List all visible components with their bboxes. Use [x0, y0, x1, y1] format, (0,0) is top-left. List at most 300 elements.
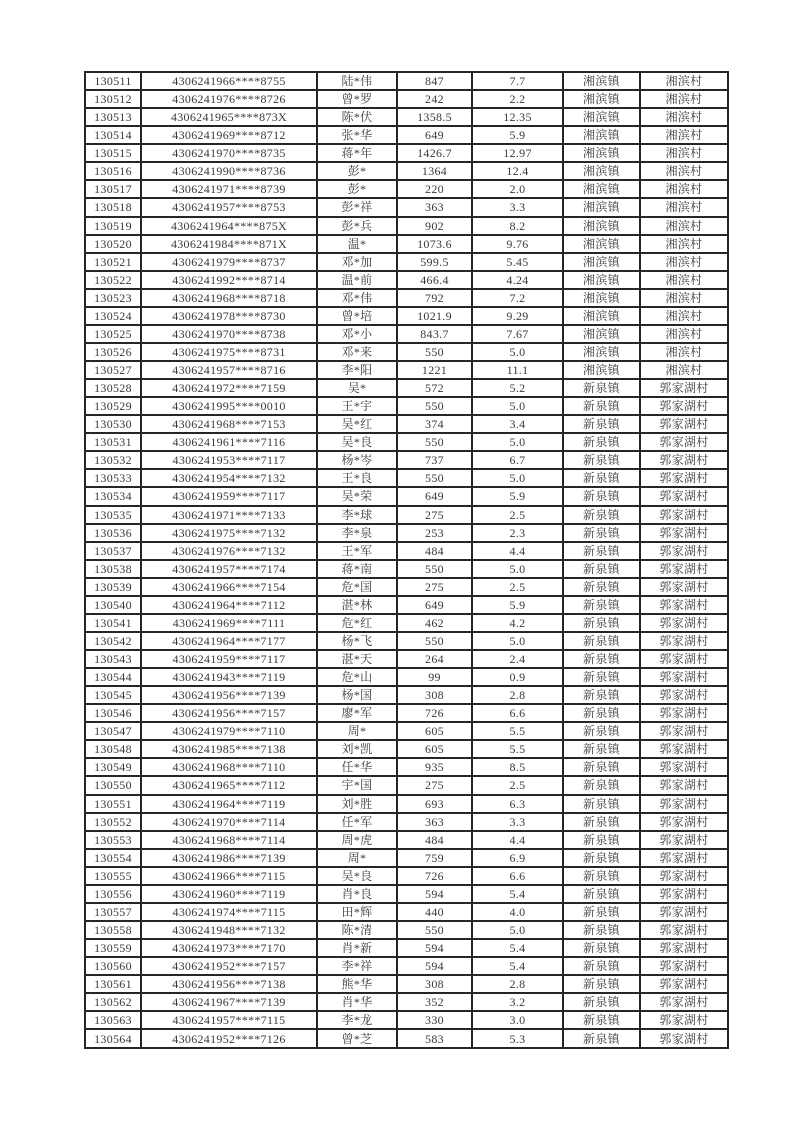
cell-town: 新泉镇 [563, 993, 640, 1011]
cell-id-number: 4306241970****7114 [141, 813, 317, 831]
cell-id-number: 4306241952****7157 [141, 957, 317, 975]
cell-serial-number: 130515 [85, 144, 141, 162]
cell-serial-number: 130524 [85, 307, 141, 325]
cell-serial-number: 130531 [85, 433, 141, 451]
cell-amount: 462 [397, 614, 472, 632]
cell-id-number: 4306241966****8755 [141, 72, 317, 90]
table-row [85, 325, 728, 343]
cell-ratio: 2.5 [472, 578, 563, 596]
cell-serial-number: 130535 [85, 506, 141, 524]
cell-serial-number: 130529 [85, 397, 141, 415]
table-row [85, 903, 728, 921]
cell-village: 湘滨村 [640, 325, 728, 343]
cell-person-name: 吴* [317, 379, 397, 397]
cell-ratio: 2.0 [472, 180, 563, 198]
cell-ratio: 5.4 [472, 939, 563, 957]
cell-town: 新泉镇 [563, 397, 640, 415]
cell-serial-number: 130549 [85, 758, 141, 776]
cell-serial-number: 130533 [85, 469, 141, 487]
cell-serial-number: 130530 [85, 415, 141, 433]
cell-id-number: 4306241979****7110 [141, 722, 317, 740]
cell-town: 新泉镇 [563, 487, 640, 505]
cell-id-number: 4306241969****8712 [141, 126, 317, 144]
cell-ratio: 7.67 [472, 325, 563, 343]
cell-serial-number: 130541 [85, 614, 141, 632]
table-row [85, 614, 728, 632]
table-row [85, 90, 728, 108]
cell-ratio: 4.24 [472, 271, 563, 289]
cell-person-name: 邓*来 [317, 343, 397, 361]
cell-person-name: 彭* [317, 162, 397, 180]
cell-person-name: 王*良 [317, 469, 397, 487]
cell-serial-number: 130545 [85, 686, 141, 704]
cell-amount: 594 [397, 957, 472, 975]
table-row [85, 668, 728, 686]
cell-amount: 572 [397, 379, 472, 397]
cell-town: 湘滨镇 [563, 253, 640, 271]
cell-ratio: 5.0 [472, 343, 563, 361]
cell-id-number: 4306241964****7112 [141, 596, 317, 614]
table-row [85, 1029, 728, 1048]
cell-person-name: 宇*国 [317, 776, 397, 794]
cell-town: 湘滨镇 [563, 361, 640, 379]
cell-id-number: 4306241968****8718 [141, 289, 317, 307]
cell-village: 湘滨村 [640, 217, 728, 235]
cell-town: 新泉镇 [563, 813, 640, 831]
cell-village: 湘滨村 [640, 162, 728, 180]
cell-person-name: 杨*国 [317, 686, 397, 704]
cell-id-number: 4306241964****7119 [141, 795, 317, 813]
cell-person-name: 吴*良 [317, 433, 397, 451]
cell-village: 湘滨村 [640, 108, 728, 126]
cell-ratio: 7.7 [472, 72, 563, 90]
cell-person-name: 陈*伏 [317, 108, 397, 126]
cell-ratio: 6.9 [472, 849, 563, 867]
cell-ratio: 4.0 [472, 903, 563, 921]
cell-id-number: 4306241976****8726 [141, 90, 317, 108]
table-body [85, 72, 728, 1048]
cell-town: 新泉镇 [563, 867, 640, 885]
cell-amount: 726 [397, 704, 472, 722]
cell-ratio: 5.0 [472, 921, 563, 939]
cell-ratio: 2.4 [472, 650, 563, 668]
cell-person-name: 危*红 [317, 614, 397, 632]
cell-serial-number: 130528 [85, 379, 141, 397]
cell-person-name: 刘*胜 [317, 795, 397, 813]
cell-person-name: 邓*小 [317, 325, 397, 343]
cell-person-name: 肖*华 [317, 993, 397, 1011]
table-row [85, 343, 728, 361]
table-row [85, 686, 728, 704]
cell-person-name: 李*球 [317, 506, 397, 524]
cell-village: 郭家湖村 [640, 704, 728, 722]
cell-id-number: 4306241965****7112 [141, 776, 317, 794]
cell-village: 湘滨村 [640, 343, 728, 361]
cell-village: 郭家湖村 [640, 849, 728, 867]
cell-person-name: 温*前 [317, 271, 397, 289]
cell-serial-number: 130555 [85, 867, 141, 885]
cell-id-number: 4306241973****7170 [141, 939, 317, 957]
cell-ratio: 2.8 [472, 686, 563, 704]
cell-serial-number: 130556 [85, 885, 141, 903]
table-row [85, 596, 728, 614]
cell-id-number: 4306241959****7117 [141, 487, 317, 505]
table-row [85, 632, 728, 650]
cell-ratio: 8.2 [472, 217, 563, 235]
cell-amount: 374 [397, 415, 472, 433]
cell-serial-number: 130512 [85, 90, 141, 108]
cell-village: 郭家湖村 [640, 560, 728, 578]
cell-person-name: 李*阳 [317, 361, 397, 379]
cell-village: 湘滨村 [640, 361, 728, 379]
cell-amount: 759 [397, 849, 472, 867]
cell-town: 新泉镇 [563, 722, 640, 740]
cell-ratio: 5.0 [472, 560, 563, 578]
cell-id-number: 4306241986****7139 [141, 849, 317, 867]
table-row [85, 867, 728, 885]
cell-village: 郭家湖村 [640, 451, 728, 469]
cell-amount: 220 [397, 180, 472, 198]
cell-id-number: 4306241968****7114 [141, 831, 317, 849]
cell-amount: 843.7 [397, 325, 472, 343]
cell-person-name: 湛*林 [317, 596, 397, 614]
cell-village: 郭家湖村 [640, 433, 728, 451]
cell-amount: 726 [397, 867, 472, 885]
cell-serial-number: 130537 [85, 542, 141, 560]
cell-person-name: 肖*良 [317, 885, 397, 903]
cell-town: 湘滨镇 [563, 325, 640, 343]
cell-village: 郭家湖村 [640, 524, 728, 542]
table-row [85, 704, 728, 722]
cell-amount: 649 [397, 596, 472, 614]
cell-town: 新泉镇 [563, 885, 640, 903]
table-row [85, 162, 728, 180]
cell-town: 湘滨镇 [563, 180, 640, 198]
cell-ratio: 5.0 [472, 632, 563, 650]
cell-serial-number: 130548 [85, 740, 141, 758]
cell-town: 新泉镇 [563, 831, 640, 849]
cell-village: 湘滨村 [640, 126, 728, 144]
cell-ratio: 5.9 [472, 126, 563, 144]
cell-village: 湘滨村 [640, 289, 728, 307]
table-row [85, 849, 728, 867]
cell-amount: 275 [397, 578, 472, 596]
cell-village: 湘滨村 [640, 271, 728, 289]
cell-id-number: 4306241995****0010 [141, 397, 317, 415]
cell-village: 湘滨村 [640, 235, 728, 253]
table-row [85, 217, 728, 235]
cell-town: 新泉镇 [563, 596, 640, 614]
cell-amount: 550 [397, 560, 472, 578]
cell-amount: 99 [397, 668, 472, 686]
cell-person-name: 刘*凯 [317, 740, 397, 758]
cell-person-name: 张*华 [317, 126, 397, 144]
cell-id-number: 4306241964****7177 [141, 632, 317, 650]
cell-amount: 275 [397, 506, 472, 524]
cell-serial-number: 130553 [85, 831, 141, 849]
cell-village: 郭家湖村 [640, 831, 728, 849]
cell-town: 新泉镇 [563, 776, 640, 794]
cell-person-name: 任*华 [317, 758, 397, 776]
table-row [85, 776, 728, 794]
cell-village: 郭家湖村 [640, 722, 728, 740]
table-row [85, 253, 728, 271]
cell-id-number: 4306241970****8735 [141, 144, 317, 162]
cell-id-number: 4306241974****7115 [141, 903, 317, 921]
cell-person-name: 王*军 [317, 542, 397, 560]
table-row [85, 307, 728, 325]
cell-town: 新泉镇 [563, 668, 640, 686]
cell-ratio: 8.5 [472, 758, 563, 776]
cell-ratio: 3.4 [472, 415, 563, 433]
cell-id-number: 4306241969****7111 [141, 614, 317, 632]
cell-town: 新泉镇 [563, 614, 640, 632]
cell-village: 郭家湖村 [640, 650, 728, 668]
cell-amount: 484 [397, 831, 472, 849]
cell-amount: 275 [397, 776, 472, 794]
cell-amount: 264 [397, 650, 472, 668]
cell-ratio: 6.6 [472, 704, 563, 722]
cell-ratio: 12.4 [472, 162, 563, 180]
cell-person-name: 危*山 [317, 668, 397, 686]
cell-village: 郭家湖村 [640, 668, 728, 686]
cell-ratio: 5.0 [472, 397, 563, 415]
cell-id-number: 4306241976****7132 [141, 542, 317, 560]
cell-person-name: 李*泉 [317, 524, 397, 542]
cell-town: 湘滨镇 [563, 126, 640, 144]
cell-ratio: 2.5 [472, 776, 563, 794]
cell-serial-number: 130543 [85, 650, 141, 668]
cell-village: 郭家湖村 [640, 903, 728, 921]
cell-serial-number: 130546 [85, 704, 141, 722]
cell-id-number: 4306241956****7138 [141, 975, 317, 993]
cell-id-number: 4306241975****8731 [141, 343, 317, 361]
cell-id-number: 4306241956****7157 [141, 704, 317, 722]
cell-amount: 792 [397, 289, 472, 307]
cell-serial-number: 130552 [85, 813, 141, 831]
cell-amount: 594 [397, 885, 472, 903]
cell-town: 湘滨镇 [563, 217, 640, 235]
cell-town: 新泉镇 [563, 524, 640, 542]
cell-village: 郭家湖村 [640, 885, 728, 903]
cell-town: 湘滨镇 [563, 162, 640, 180]
cell-person-name: 周*虎 [317, 831, 397, 849]
cell-person-name: 吴*红 [317, 415, 397, 433]
cell-ratio: 3.3 [472, 813, 563, 831]
cell-town: 新泉镇 [563, 1011, 640, 1029]
cell-amount: 352 [397, 993, 472, 1011]
cell-serial-number: 130550 [85, 776, 141, 794]
table-row [85, 506, 728, 524]
cell-serial-number: 130534 [85, 487, 141, 505]
cell-town: 湘滨镇 [563, 271, 640, 289]
cell-amount: 594 [397, 939, 472, 957]
cell-town: 新泉镇 [563, 740, 640, 758]
cell-id-number: 4306241984****871X [141, 235, 317, 253]
cell-serial-number: 130523 [85, 289, 141, 307]
cell-town: 湘滨镇 [563, 108, 640, 126]
cell-village: 郭家湖村 [640, 614, 728, 632]
table-row [85, 469, 728, 487]
cell-id-number: 4306241975****7132 [141, 524, 317, 542]
cell-town: 新泉镇 [563, 542, 640, 560]
cell-id-number: 4306241957****8716 [141, 361, 317, 379]
cell-town: 湘滨镇 [563, 289, 640, 307]
table-row [85, 451, 728, 469]
cell-serial-number: 130517 [85, 180, 141, 198]
cell-serial-number: 130558 [85, 921, 141, 939]
cell-ratio: 5.5 [472, 740, 563, 758]
table-row [85, 957, 728, 975]
table-row [85, 722, 728, 740]
cell-town: 新泉镇 [563, 849, 640, 867]
cell-ratio: 3.0 [472, 1011, 563, 1029]
table-row [85, 993, 728, 1011]
cell-id-number: 4306241957****8753 [141, 198, 317, 216]
cell-person-name: 蒋*南 [317, 560, 397, 578]
table-row [85, 831, 728, 849]
cell-town: 新泉镇 [563, 1029, 640, 1048]
cell-person-name: 杨*飞 [317, 632, 397, 650]
cell-town: 湘滨镇 [563, 90, 640, 108]
cell-amount: 1358.5 [397, 108, 472, 126]
cell-amount: 363 [397, 198, 472, 216]
cell-ratio: 5.4 [472, 885, 563, 903]
cell-village: 郭家湖村 [640, 921, 728, 939]
cell-ratio: 3.2 [472, 993, 563, 1011]
cell-serial-number: 130542 [85, 632, 141, 650]
cell-village: 郭家湖村 [640, 469, 728, 487]
cell-village: 郭家湖村 [640, 740, 728, 758]
cell-amount: 649 [397, 487, 472, 505]
cell-person-name: 温* [317, 235, 397, 253]
cell-town: 新泉镇 [563, 379, 640, 397]
cell-person-name: 周* [317, 722, 397, 740]
cell-ratio: 4.4 [472, 831, 563, 849]
cell-serial-number: 130522 [85, 271, 141, 289]
cell-person-name: 肖*新 [317, 939, 397, 957]
cell-id-number: 4306241967****7139 [141, 993, 317, 1011]
cell-person-name: 陈*清 [317, 921, 397, 939]
cell-town: 新泉镇 [563, 975, 640, 993]
cell-person-name: 危*国 [317, 578, 397, 596]
cell-id-number: 4306241953****7117 [141, 451, 317, 469]
table-row [85, 433, 728, 451]
cell-id-number: 4306241970****8738 [141, 325, 317, 343]
cell-town: 湘滨镇 [563, 343, 640, 361]
cell-person-name: 杨*岑 [317, 451, 397, 469]
cell-serial-number: 130551 [85, 795, 141, 813]
document-page [84, 71, 729, 1049]
cell-town: 新泉镇 [563, 415, 640, 433]
cell-id-number: 4306241959****7117 [141, 650, 317, 668]
cell-amount: 902 [397, 217, 472, 235]
cell-id-number: 4306241992****8714 [141, 271, 317, 289]
cell-town: 新泉镇 [563, 686, 640, 704]
cell-town: 新泉镇 [563, 578, 640, 596]
cell-ratio: 5.9 [472, 596, 563, 614]
cell-person-name: 廖*军 [317, 704, 397, 722]
cell-amount: 308 [397, 686, 472, 704]
cell-village: 郭家湖村 [640, 506, 728, 524]
cell-id-number: 4306241979****8737 [141, 253, 317, 271]
cell-person-name: 彭*兵 [317, 217, 397, 235]
cell-serial-number: 130532 [85, 451, 141, 469]
table-row [85, 108, 728, 126]
table-row [85, 198, 728, 216]
table-row [85, 180, 728, 198]
cell-person-name: 李*祥 [317, 957, 397, 975]
cell-ratio: 6.7 [472, 451, 563, 469]
cell-town: 湘滨镇 [563, 307, 640, 325]
cell-id-number: 4306241957****7174 [141, 560, 317, 578]
table-row [85, 144, 728, 162]
cell-amount: 440 [397, 903, 472, 921]
cell-village: 郭家湖村 [640, 939, 728, 957]
cell-town: 新泉镇 [563, 921, 640, 939]
cell-serial-number: 130544 [85, 668, 141, 686]
cell-serial-number: 130563 [85, 1011, 141, 1029]
cell-person-name: 王*宇 [317, 397, 397, 415]
cell-id-number: 4306241968****7153 [141, 415, 317, 433]
cell-village: 湘滨村 [640, 307, 728, 325]
cell-serial-number: 130547 [85, 722, 141, 740]
cell-village: 郭家湖村 [640, 776, 728, 794]
cell-town: 新泉镇 [563, 957, 640, 975]
cell-person-name: 任*军 [317, 813, 397, 831]
cell-ratio: 5.0 [472, 433, 563, 451]
cell-amount: 550 [397, 921, 472, 939]
cell-amount: 737 [397, 451, 472, 469]
cell-person-name: 曾*培 [317, 307, 397, 325]
table-row [85, 72, 728, 90]
cell-village: 郭家湖村 [640, 379, 728, 397]
cell-serial-number: 130559 [85, 939, 141, 957]
cell-ratio: 5.2 [472, 379, 563, 397]
cell-town: 新泉镇 [563, 795, 640, 813]
table-row [85, 397, 728, 415]
cell-town: 新泉镇 [563, 939, 640, 957]
table-row [85, 578, 728, 596]
cell-village: 湘滨村 [640, 180, 728, 198]
cell-town: 新泉镇 [563, 560, 640, 578]
cell-town: 湘滨镇 [563, 198, 640, 216]
cell-town: 新泉镇 [563, 758, 640, 776]
cell-person-name: 湛*天 [317, 650, 397, 668]
table-row [85, 379, 728, 397]
cell-serial-number: 130554 [85, 849, 141, 867]
cell-amount: 484 [397, 542, 472, 560]
cell-village: 湘滨村 [640, 90, 728, 108]
cell-ratio: 2.2 [472, 90, 563, 108]
table-row [85, 235, 728, 253]
cell-amount: 599.5 [397, 253, 472, 271]
cell-person-name: 邓*伟 [317, 289, 397, 307]
beneficiary-table [84, 71, 729, 1049]
cell-serial-number: 130521 [85, 253, 141, 271]
cell-ratio: 5.5 [472, 722, 563, 740]
cell-serial-number: 130511 [85, 72, 141, 90]
cell-ratio: 4.2 [472, 614, 563, 632]
table-row [85, 975, 728, 993]
cell-village: 湘滨村 [640, 253, 728, 271]
cell-ratio: 4.4 [472, 542, 563, 560]
cell-village: 郭家湖村 [640, 1011, 728, 1029]
cell-id-number: 4306241971****8739 [141, 180, 317, 198]
table-row [85, 542, 728, 560]
cell-amount: 583 [397, 1029, 472, 1048]
cell-serial-number: 130525 [85, 325, 141, 343]
